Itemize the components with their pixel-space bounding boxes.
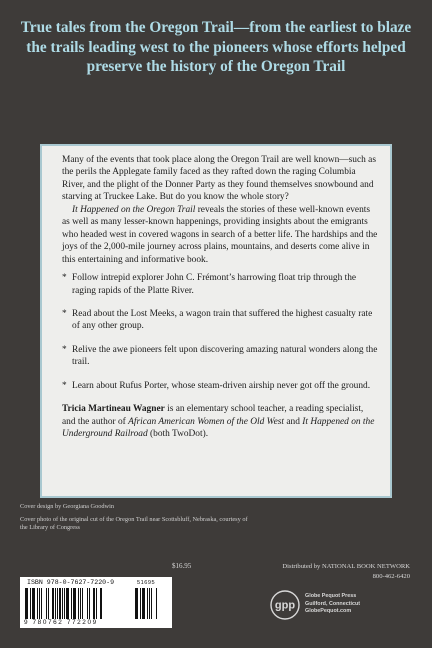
body-paragraph xyxy=(62,204,378,266)
bullet-marker: * xyxy=(62,344,67,355)
book-title: It Happened on the Oregon Trail xyxy=(72,204,196,215)
author-bio-text: (both TwoDot). xyxy=(147,429,209,440)
cover-photo-credit-2: the Library of Congress xyxy=(20,524,80,531)
author-book-1: African American Women of the Old West xyxy=(128,416,285,427)
author-name: Tricia Martineau Wagner xyxy=(62,404,165,415)
bullet-marker: * xyxy=(62,273,67,284)
bullet-item xyxy=(62,308,378,333)
gpp-logo-icon xyxy=(270,590,300,620)
barcode-digits: 9 780762 772209 xyxy=(24,619,98,626)
bullet-list xyxy=(62,272,378,392)
barcode-bar xyxy=(102,588,103,619)
cover-credits xyxy=(20,503,420,533)
distributor xyxy=(282,562,410,581)
author-bio-text: and xyxy=(284,416,303,427)
body-text: reveals the stories of these well-known events as well as many lesser-known happenings, providing insights about the emigrants who headed west in covered wagons in search of a better life. The hardships and the joys of the 2,000-mile journey across plains, mountains, and deserts come alive in this entertaining and informative book. xyxy=(62,204,378,265)
tagline: True tales from the Oregon Trail—from the earliest to blaze the trails leading west to the pioneers whose efforts helped preserve the history of the Oregon Trail xyxy=(20,19,412,75)
description-panel xyxy=(40,144,392,498)
author-book-2: It Happened on the Underground Railroad xyxy=(62,416,375,440)
distributor-name: Distributed by NATIONAL BOOK NETWORK xyxy=(282,563,410,570)
publisher-city: Guilford, Connecticut xyxy=(305,600,361,607)
distributor-phone: 800-462-6420 xyxy=(372,572,410,580)
bullet-item xyxy=(62,272,378,297)
bullet-marker: * xyxy=(62,308,67,319)
bullet-text: Read about the Lost Meeks, a wagon train that suffered the highest casualty rate of any other group. xyxy=(72,308,373,332)
bullet-text: Learn about Rufus Porter, whose steam-driven airship never got off the ground. xyxy=(72,380,371,391)
barcode-bar xyxy=(157,588,158,619)
author-bio-text: is an elementary school teacher, a reading specialist, and the author of xyxy=(62,404,364,427)
barcode-addon-number: 51695 xyxy=(137,580,156,586)
bullet-text: Relive the awe pioneers felt upon discovering amazing natural wonders along the trail. xyxy=(72,344,378,368)
barcode xyxy=(20,577,172,628)
publisher-info xyxy=(305,593,360,616)
bullet-item xyxy=(62,380,378,392)
bullet-item xyxy=(62,344,378,369)
publisher-web[interactable]: GlobePequot.com xyxy=(305,608,352,615)
isbn-label: ISBN 978-0-7627-7220-9 xyxy=(27,579,115,586)
intro-paragraph: Many of the events that took place along the Oregon Trail are well known—such as the perils the Applegate family faced as they rafted down the raging Columbia River, and the plight of the Donner Party as they found themselves snowbound and starving at Truckee Lake. But do you know the whole story? xyxy=(62,155,376,203)
author-bio xyxy=(62,403,378,440)
logo-text: gpp xyxy=(274,599,296,612)
bullet-text: Follow intrepid explorer John C. Frémont’s harrowing float trip through the raging rapids of the Platte River. xyxy=(72,273,357,296)
barcode-bars xyxy=(25,588,129,619)
price: $16.95 xyxy=(172,562,192,570)
cover-design-credit: Cover design by Georgiana Goodwin xyxy=(20,503,114,510)
bullet-marker: * xyxy=(62,380,67,391)
cover-photo-credit: Cover photo of the original cut of the Oregon Trail near Scottsbluff, Nebraska, courtesy of xyxy=(20,515,248,523)
description-text xyxy=(62,154,378,441)
barcode-addon-bars xyxy=(135,588,167,619)
publisher-name: Globe Pequot Press xyxy=(305,593,357,599)
